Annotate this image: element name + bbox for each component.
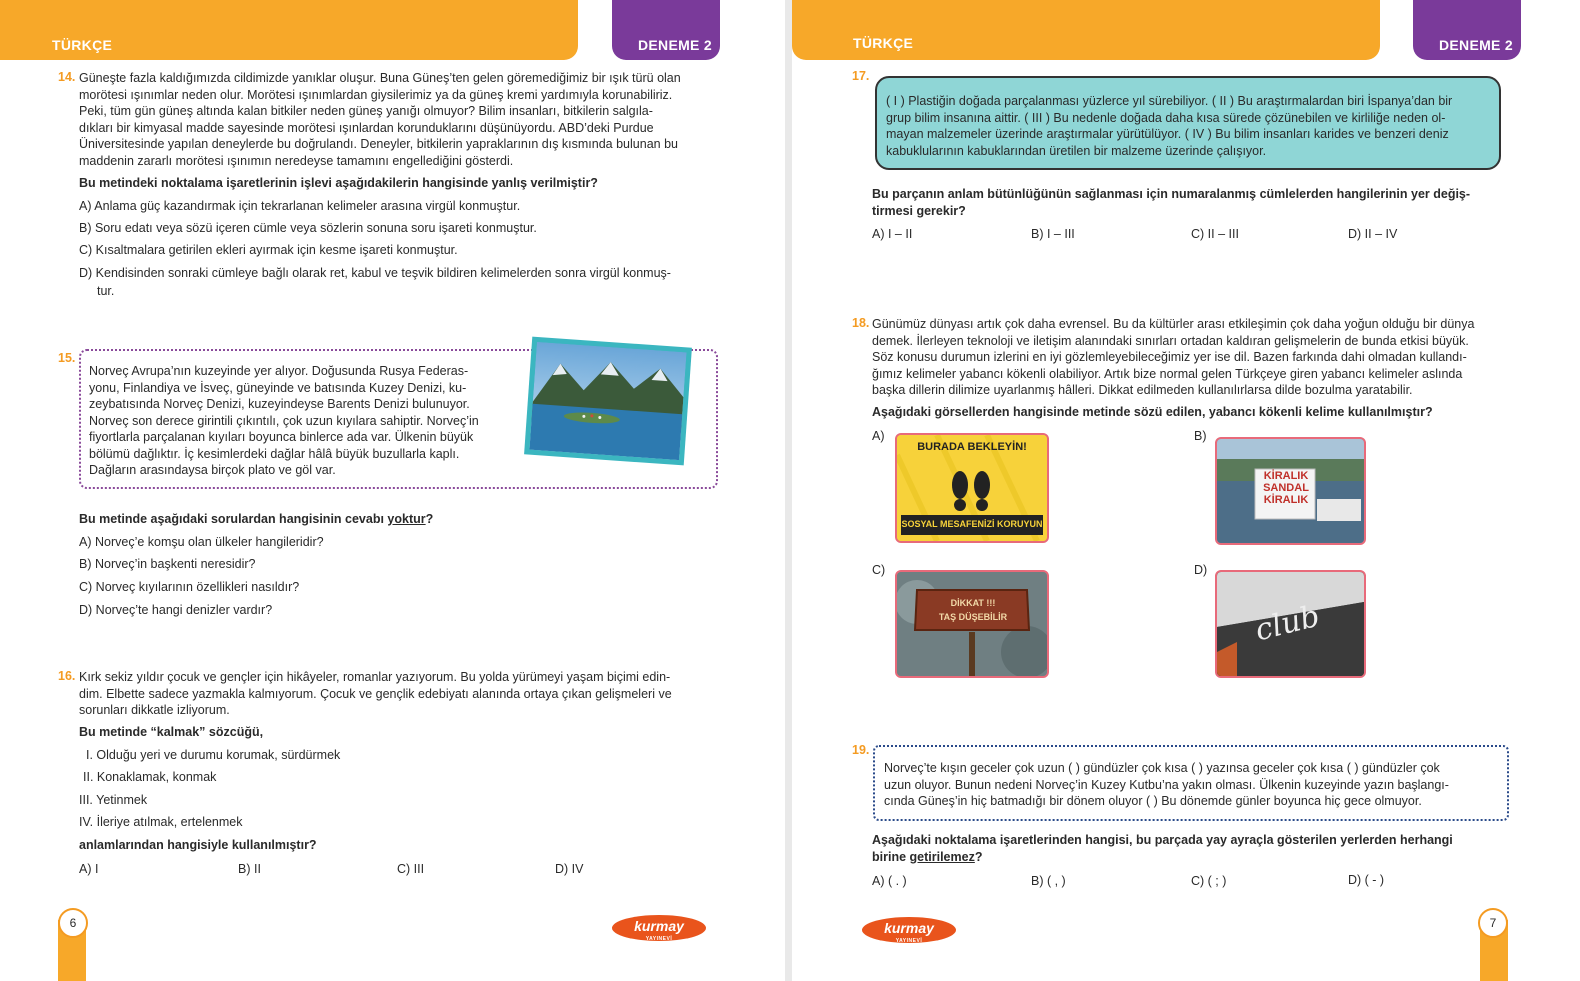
passage-line: kabuklularının kabuklarından üretilen bir malzeme üzerinde çalışıyor. — [886, 143, 1267, 158]
header-bar — [0, 0, 578, 60]
header-exam-tab — [1413, 0, 1521, 60]
q15-question — [79, 511, 433, 528]
passage-line: bölümü dağlıktır. İç kesimlerdeki dağlar hâlâ büyük buzullarla kaplı. — [89, 446, 460, 461]
norway-photo — [524, 337, 692, 466]
q18-image-d[interactable] — [1215, 570, 1366, 678]
sign-c-text — [917, 596, 1029, 624]
passage-line: Norveç son derece girintili çıkıntılı, çok uzun kıyılara sahiptir. Norveç’in — [89, 413, 479, 428]
rock-sign-image — [897, 572, 1047, 676]
header-exam-tab — [612, 0, 720, 60]
sign-c-line: TAŞ DÜŞEBİLİR — [938, 612, 1008, 622]
passage-line: dim. Elbette sadece yazmakla kalmıyorum. Çocuk ve gençlik edebiyatı alanında ortaya çıkan gelişmeleri ve — [79, 686, 672, 701]
header-bar — [792, 0, 1380, 60]
logo-sub: YAYINEVİ — [645, 936, 673, 942]
sign-b-line: SANDAL — [1263, 482, 1309, 494]
q15-passage — [89, 363, 509, 479]
q17-answer-a[interactable]: A) I – II — [872, 227, 913, 241]
q18-label-c: C) — [872, 563, 886, 577]
q19-answer-b[interactable]: B) ( , ) — [1031, 874, 1066, 888]
left-page — [0, 0, 785, 981]
question-text: Bu metinde aşağıdaki sorulardan hangisinin cevabı — [79, 512, 388, 526]
passage-line: Söz konusu durumun izlerini en iyi gözlemleyebileceğimiz yer ise dil. Bazen farkında dahi olmadan kullandı- — [872, 350, 1467, 364]
passage-line: ( I ) Plastiğin doğada parçalanması yüzlerce yıl sürebiliyor. ( II ) Bu araştırmalardan biri İspanya’dan bir — [886, 94, 1453, 108]
q14-option-b[interactable]: B) Soru edatı veya sözü içeren cümle veya sözlerin sonuna soru işareti konmuştur. — [79, 221, 537, 235]
sign-b-text — [1257, 470, 1315, 506]
passage-line: Kırk sekiz yıldır çocuk ve gençler için hikâyeler, romanlar yazıyorum. Bu yolda yürümeyi yaşam biçimi edin- — [79, 670, 671, 684]
question-number: 14. — [58, 70, 76, 84]
q17-answer-d[interactable]: D) II – IV — [1348, 227, 1398, 241]
passage-line: yonu, Finlandiya ve İsveç, güneyinde ve batısında Kuzey Denizi, ku- — [89, 380, 467, 395]
q14-option-c[interactable]: C) Kısaltmalara getirilen ekleri ayırmak için kesme işareti konmuştur. — [79, 243, 458, 257]
q16-meaning-1: I. Olduğu yeri ve durumu korumak, sürdürmek — [86, 748, 341, 762]
q18-question: Aşağıdaki görsellerden hangisinde metinde sözü edilen, yabancı kökenli kelime kullanılmıştır? — [872, 405, 1433, 419]
header-subject: TÜRKÇE — [853, 35, 914, 51]
question-number: 16. — [58, 669, 76, 683]
q18-passage — [872, 316, 1512, 399]
sign-a-top: BURADA BEKLEYİN! — [917, 441, 1027, 453]
q19-question — [872, 832, 1512, 865]
passage-line: maddenin zararlı morötesi ışınımın neredeyse tamamını engellediğini gösterdi. — [79, 153, 514, 168]
question-emphasis: getirilemez — [909, 849, 975, 864]
header-exam: DENEME 2 — [1439, 37, 1513, 53]
logo-brand: kurmay — [884, 920, 934, 936]
passage-line: Güneşte fazla kaldığımızda cildimizde yanıklar oluşur. Buna Güneş’ten gelen göremediğimiz bir ışık türü olan — [79, 71, 681, 85]
question-line: tirmesi gerekir? — [872, 203, 966, 218]
question-number: 15. — [58, 351, 76, 365]
q17-answer-b[interactable]: B) I – III — [1031, 227, 1075, 241]
question-line: Aşağıdaki noktalama işaretlerinden hangisi, bu parçada yay ayraçla gösterilen yerlerden herhangi — [872, 833, 1453, 847]
q16-answer-b[interactable]: B) II — [238, 862, 261, 876]
passage-line: cında Güneş’in hiç batmadığı bir dönem oluyor ( ) Bu dönemde günler boyunca hiç gece olmuyor. — [884, 794, 1422, 808]
page-number: 7 — [1478, 908, 1508, 938]
q14-option-a[interactable]: A) Anlama güç kazandırmak için tekrarlanan kelimeler arasına virgül konmuştur. — [79, 199, 521, 213]
q18-label-b: B) — [1194, 429, 1207, 443]
passage-line: Üniversitesinde yapılan deneylerde bu doğrulandı. Deneyler, bitkilerin yapraklarının dış kısmında bulunan bu — [79, 137, 678, 151]
q15-option-d[interactable]: D) Norveç’te hangi denizler vardır? — [79, 603, 273, 617]
question-emphasis: yoktur — [387, 512, 426, 526]
passage-line: demek. İlerleyen teknoloji ve iletişim alanındaki sınırları ortadan kaldıran gelişmelerin de bunda etkisi büyük. — [872, 333, 1469, 348]
q14-option-d-cont: tur. — [97, 284, 115, 298]
q14-question: Bu metindeki noktalama işaretlerinin işlevi aşağıdakilerin hangisinde yanlış verilmiştir? — [79, 176, 598, 190]
q16-question: anlamlarından hangisiyle kullanılmıştır? — [79, 838, 317, 852]
right-page — [792, 0, 1580, 981]
sign-b-line: KİRALIK — [1263, 470, 1309, 482]
logo-sub: YAYINEVİ — [895, 938, 923, 944]
q16-meaning-3: III. Yetinmek — [79, 793, 148, 807]
q17-answer-c[interactable]: C) II – III — [1191, 227, 1239, 241]
passage-line: morötesi ışınımlar neden olur. Morötesi ışınımlardan giysilerimiz ya da güneş kremi yardımıyla korunabiliriz. — [79, 87, 673, 102]
q14-option-d[interactable]: D) Kendisinden sonraki cümleye bağlı olarak ret, kabul ve teşvik bildiren kelimelerden sonra virgül konmuş- — [79, 266, 671, 280]
passage-line: uzun oluyor. Bunun nedeni Norveç’in Kuzey Kutbu’na yakın olması. Ülkenin kuzeyinde yazın başlangı- — [884, 777, 1449, 792]
fjord-image — [529, 342, 686, 460]
q16-answer-c[interactable]: C) III — [397, 862, 425, 876]
passage-line: fiyortlarla parçalanan kıyıları boyunca binlerce ada var. Ülkenin büyük — [89, 430, 474, 444]
q16-passage — [79, 669, 719, 719]
question-line: Bu parçanın anlam bütünlüğünün sağlanması için numaralanmış cümlelerden hangilerinin yer değiş- — [872, 187, 1471, 201]
passage-line: sorunları dikkatle izliyorum. — [79, 703, 230, 717]
q18-label-a: A) — [872, 429, 885, 443]
publisher-logo — [862, 917, 956, 943]
passage-line: Günümüz dünyası artık çok daha evrensel. Bu da kültürler arası etkileşimin çok daha yoğun olduğu bir dünya — [872, 317, 1475, 331]
passage-line: Norveç Avrupa’nın kuzeyinde yer alıyor. Doğusunda Rusya Federas- — [89, 364, 469, 378]
passage-line: başka dillerin dilimize uyarlanmış hâlleri. Dikkat edilmeden kullanılırlarsa dilde bozulma yaratabilir. — [872, 383, 1413, 397]
sign-b-line: KİRALIK — [1263, 494, 1309, 506]
q17-passage — [886, 93, 1496, 159]
logo-brand: kurmay — [634, 918, 684, 934]
q19-answer-d[interactable]: D) ( - ) — [1348, 873, 1385, 887]
question-mark: ? — [974, 849, 983, 864]
passage-line: Norveç’te kışın geceler çok uzun ( ) gündüzler çok kısa ( ) yazınsa geceler çok kısa ( ) gündüzler çok — [884, 761, 1440, 775]
passage-line: grup bilim insanına aittir. ( III ) Bu nedenle doğada daha kısa sürede çözünebilen ve kirliliğe neden ol- — [886, 110, 1446, 125]
q19-answer-a[interactable]: A) ( . ) — [872, 874, 907, 888]
passage-line: Dağların arasındaysa birçok plato ve göl var. — [89, 463, 336, 477]
header-exam: DENEME 2 — [638, 37, 712, 53]
q14-passage — [79, 70, 719, 169]
passage-line: ğımız kelimeler yabancı kökenli olabiliyor. Artık bize normal gelen Türkçeye giren yabancı kelimeler aslında — [872, 366, 1463, 381]
publisher-logo — [612, 915, 706, 941]
page-number: 6 — [58, 908, 88, 938]
q16-meaning-4: IV. İleriye atılmak, ertelenmek — [79, 815, 243, 829]
q16-answer-a[interactable]: A) I — [79, 862, 99, 876]
q16-lead: Bu metinde “kalmak” sözcüğü, — [79, 725, 264, 739]
question-mark: ? — [425, 512, 434, 526]
question-text: birine — [872, 849, 910, 864]
header-subject: TÜRKÇE — [52, 37, 113, 53]
question-number: 18. — [852, 316, 870, 330]
q15-option-a[interactable]: A) Norveç’e komşu olan ülkeler hangileridir? — [79, 535, 324, 549]
question-number: 19. — [852, 743, 870, 757]
passage-line: dıkları bir kimyasal madde sayesinde morötesi ışınlardan korunduklarını düşünüyordu. ABD’deki Purdue — [79, 120, 654, 135]
sign-d-text: club — [1251, 598, 1324, 649]
q16-meaning-2: II. Konaklamak, konmak — [83, 770, 217, 784]
q19-answer-c[interactable]: C) ( ; ) — [1191, 874, 1227, 888]
question-number: 17. — [852, 69, 870, 83]
q18-image-c[interactable] — [895, 570, 1049, 678]
q15-option-c[interactable]: C) Norveç kıyılarının özellikleri nasıldır? — [79, 580, 300, 594]
question-line — [872, 849, 1512, 866]
q18-label-d: D) — [1194, 563, 1208, 577]
sign-c-line: DİKKAT !!! — [950, 598, 996, 608]
q16-answer-d[interactable]: D) IV — [555, 862, 584, 876]
q15-option-b[interactable]: B) Norveç’in başkenti neresidir? — [79, 557, 256, 571]
passage-line: Peki, tüm gün güneş altında kalan bitkiler neden güneş yanığı olmuyor? Bilim insanları, bitkilerin salgıla- — [79, 104, 653, 118]
passage-line: mayan malzemeler üzerinde araştırmalar yürütülüyor. ( IV ) Bu bilim insanları karides ve benzeri deniz — [886, 127, 1449, 141]
sign-a-bottom: SOSYAL MESAFENİZİ KORUYUN — [901, 519, 1043, 529]
q19-passage — [884, 760, 1504, 810]
passage-line: zeybatısında Norveç Denizi, kuzeyindeyse Barents Denizi bulunuyor. — [89, 397, 470, 411]
q17-question — [872, 186, 1512, 219]
q18-image-b[interactable] — [1215, 437, 1366, 545]
q18-image-a[interactable] — [895, 433, 1049, 543]
